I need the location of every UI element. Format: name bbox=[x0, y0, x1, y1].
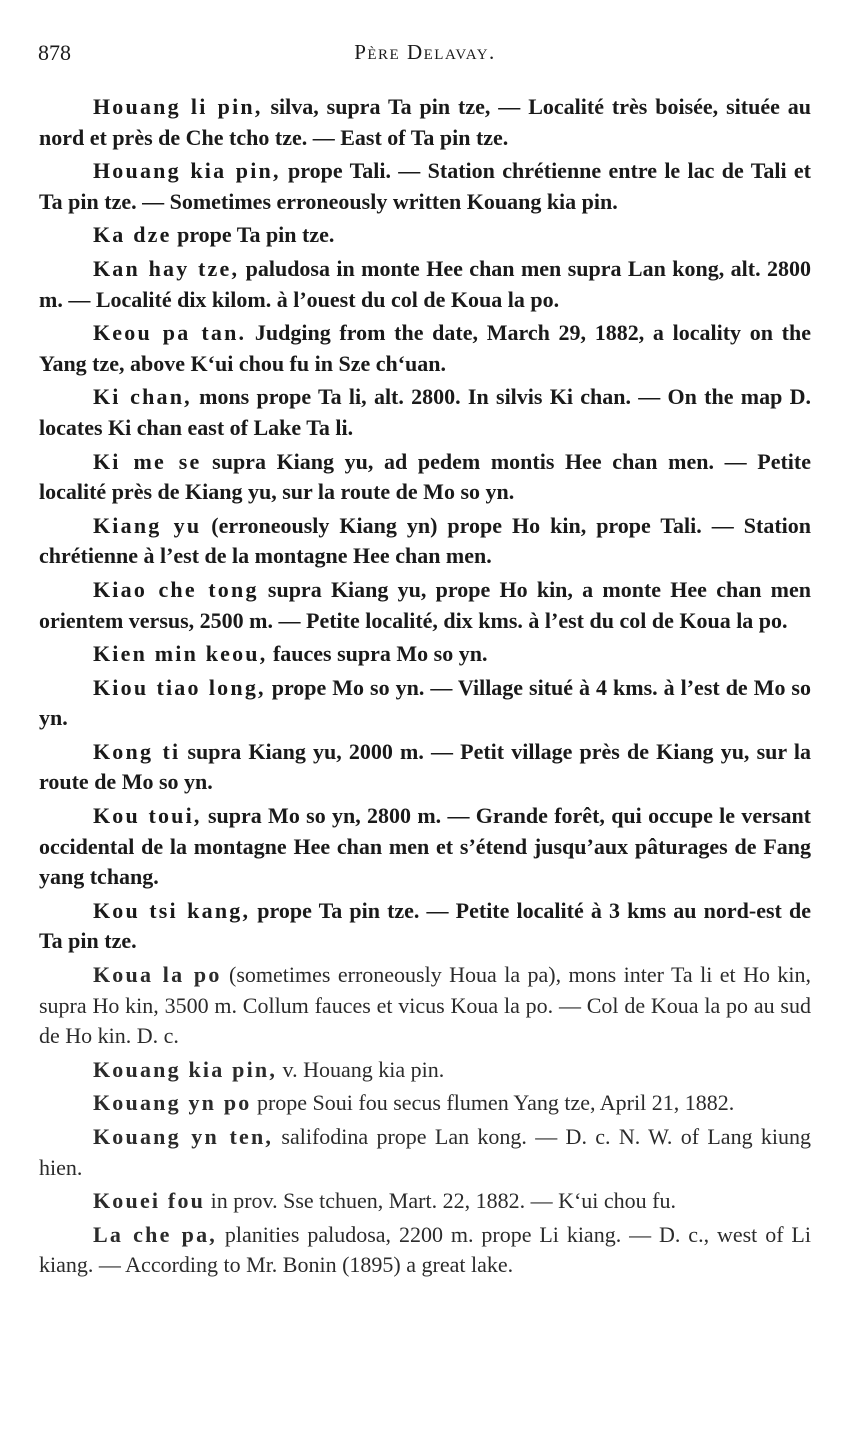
page-number: 878 bbox=[38, 40, 71, 65]
list-item bbox=[39, 220, 811, 251]
entry-text: prope Ta pin tze. — Petite localité à 3 kms au nord-est de Ta pin tze. bbox=[39, 897, 811, 954]
entry-term: Ki me se bbox=[93, 448, 202, 474]
entry-text: supra Kiang yu, prope Ho kin, a monte Hee chan men orientem versus, 2500 m. — Petite localité, dix kms. à l’est du col de Koua la po. bbox=[39, 576, 811, 633]
entry-text: v. Houang kia pin. bbox=[277, 1056, 445, 1082]
entry-text: paludosa in monte Hee chan men supra Lan kong, alt. 2800 m. — Localité dix kilom. à l’ouest du col de Koua la po. bbox=[39, 255, 811, 312]
entry-text: planities paludosa, 2200 m. prope Li kiang. — D. c., west of Li kiang. — According to Mr. Bonin (1895) a great lake. bbox=[39, 1221, 811, 1278]
entry-term: Kien min keou, bbox=[93, 641, 268, 667]
entry-text: prope Tali. — Station chrétienne entre le lac de Tali et Ta pin tze. — Sometimes erroneously written Kouang kia pin. bbox=[39, 158, 812, 214]
entry-term: Kiang yu bbox=[93, 512, 202, 538]
entry-term: Kan hay tze, bbox=[93, 255, 240, 281]
entry-term: Kouang yn po bbox=[93, 1090, 252, 1116]
entry-term: Keou pa tan. bbox=[93, 320, 247, 346]
entry-term: Kong ti bbox=[93, 738, 181, 764]
list-item bbox=[39, 318, 811, 379]
list-item bbox=[39, 1088, 811, 1119]
list-item bbox=[39, 639, 811, 670]
entry-term: Kouei fou bbox=[93, 1188, 206, 1214]
entry-text: (erroneously Kiang yn) prope Ho kin, prope Tali. — Station chrétienne à l’est de la montagne Hee chan men. bbox=[39, 512, 811, 569]
entry-text: salifodina prope Lan kong. — D. c. N. W. of Lang kiung hien. bbox=[39, 1124, 812, 1180]
list-item bbox=[39, 575, 811, 636]
entry-term: Kou tsi kang, bbox=[93, 897, 251, 923]
entry-text: supra Mo so yn, 2800 m. — Grande forêt, qui occupe le versant occidental de la montagne Hee chan men et s’étend jusqu’aux pâturages de Fang yang tchang. bbox=[39, 803, 812, 890]
list-item bbox=[39, 254, 811, 315]
entry-text: silva, supra Ta pin tze, — Localité très boisée, située au nord et près de Che tcho tze. — East of Ta pin tze. bbox=[39, 94, 811, 150]
list-item bbox=[39, 156, 811, 217]
list-item bbox=[39, 92, 811, 153]
entry-text: prope Ta pin tze. bbox=[171, 222, 335, 248]
list-item bbox=[39, 737, 811, 798]
entry-text: prope Mo so yn. — Village situé à 4 kms. à l’est de Mo so yn. bbox=[39, 674, 811, 731]
entry-term: Kouang yn ten, bbox=[93, 1124, 274, 1149]
list-item bbox=[39, 673, 811, 734]
entry-text: prope Soui fou secus flumen Yang tze, April 21, 1882. bbox=[251, 1090, 735, 1116]
list-item bbox=[39, 801, 811, 893]
entry-term: Kiao che tong bbox=[93, 576, 259, 602]
entry-term: Kou toui, bbox=[93, 803, 202, 829]
list-item bbox=[39, 1055, 811, 1086]
list-item bbox=[39, 382, 811, 443]
list-item bbox=[39, 896, 811, 957]
gazetteer-entries bbox=[39, 92, 811, 1284]
entry-text: in prov. Sse tchuen, Mart. 22, 1882. — Kʻui chou fu. bbox=[205, 1188, 676, 1214]
list-item bbox=[39, 960, 811, 1052]
list-item bbox=[39, 1122, 811, 1183]
entry-term: Houang li pin, bbox=[93, 94, 263, 119]
entry-text: supra Kiang yu, 2000 m. — Petit village près de Kiang yu, sur la route de Mo so yn. bbox=[39, 738, 811, 795]
entry-term: Kiou tiao long, bbox=[93, 674, 266, 700]
list-item bbox=[39, 447, 811, 508]
running-title: Père Delavay. bbox=[354, 40, 496, 64]
entry-term: Ka dze bbox=[93, 222, 172, 248]
list-item bbox=[39, 511, 811, 572]
entry-text: Judging from the date, March 29, 1882, a locality on the Yang tze, above Kʻui chou fu in Sze chʻuan. bbox=[39, 320, 811, 376]
list-item bbox=[39, 1220, 811, 1281]
entry-term: Houang kia pin, bbox=[93, 158, 281, 184]
entry-text: fauces supra Mo so yn. bbox=[267, 641, 488, 667]
list-item bbox=[39, 1186, 811, 1217]
entry-term: Ki chan, bbox=[93, 384, 192, 410]
entry-term: La che pa, bbox=[93, 1221, 217, 1247]
entry-text: (sometimes erroneously Houa la pa), mons inter Ta li et Ho kin, supra Ho kin, 3500 m. Collum fauces et vicus Koua la po. — Col de Koua la po au sud de Ho kin. D. c. bbox=[39, 962, 811, 1049]
entry-term: Kouang kia pin, bbox=[93, 1056, 278, 1082]
entry-text: supra Kiang yu, ad pedem montis Hee chan men. — Petite localité près de Kiang yu, sur la route de Mo so yn. bbox=[39, 448, 811, 505]
entry-term: Koua la po bbox=[93, 962, 222, 988]
entry-text: mons prope Ta li, alt. 2800. In silvis Ki chan. — On the map D. locates Ki chan east of Lake Ta li. bbox=[39, 384, 811, 440]
page-header bbox=[38, 40, 812, 74]
